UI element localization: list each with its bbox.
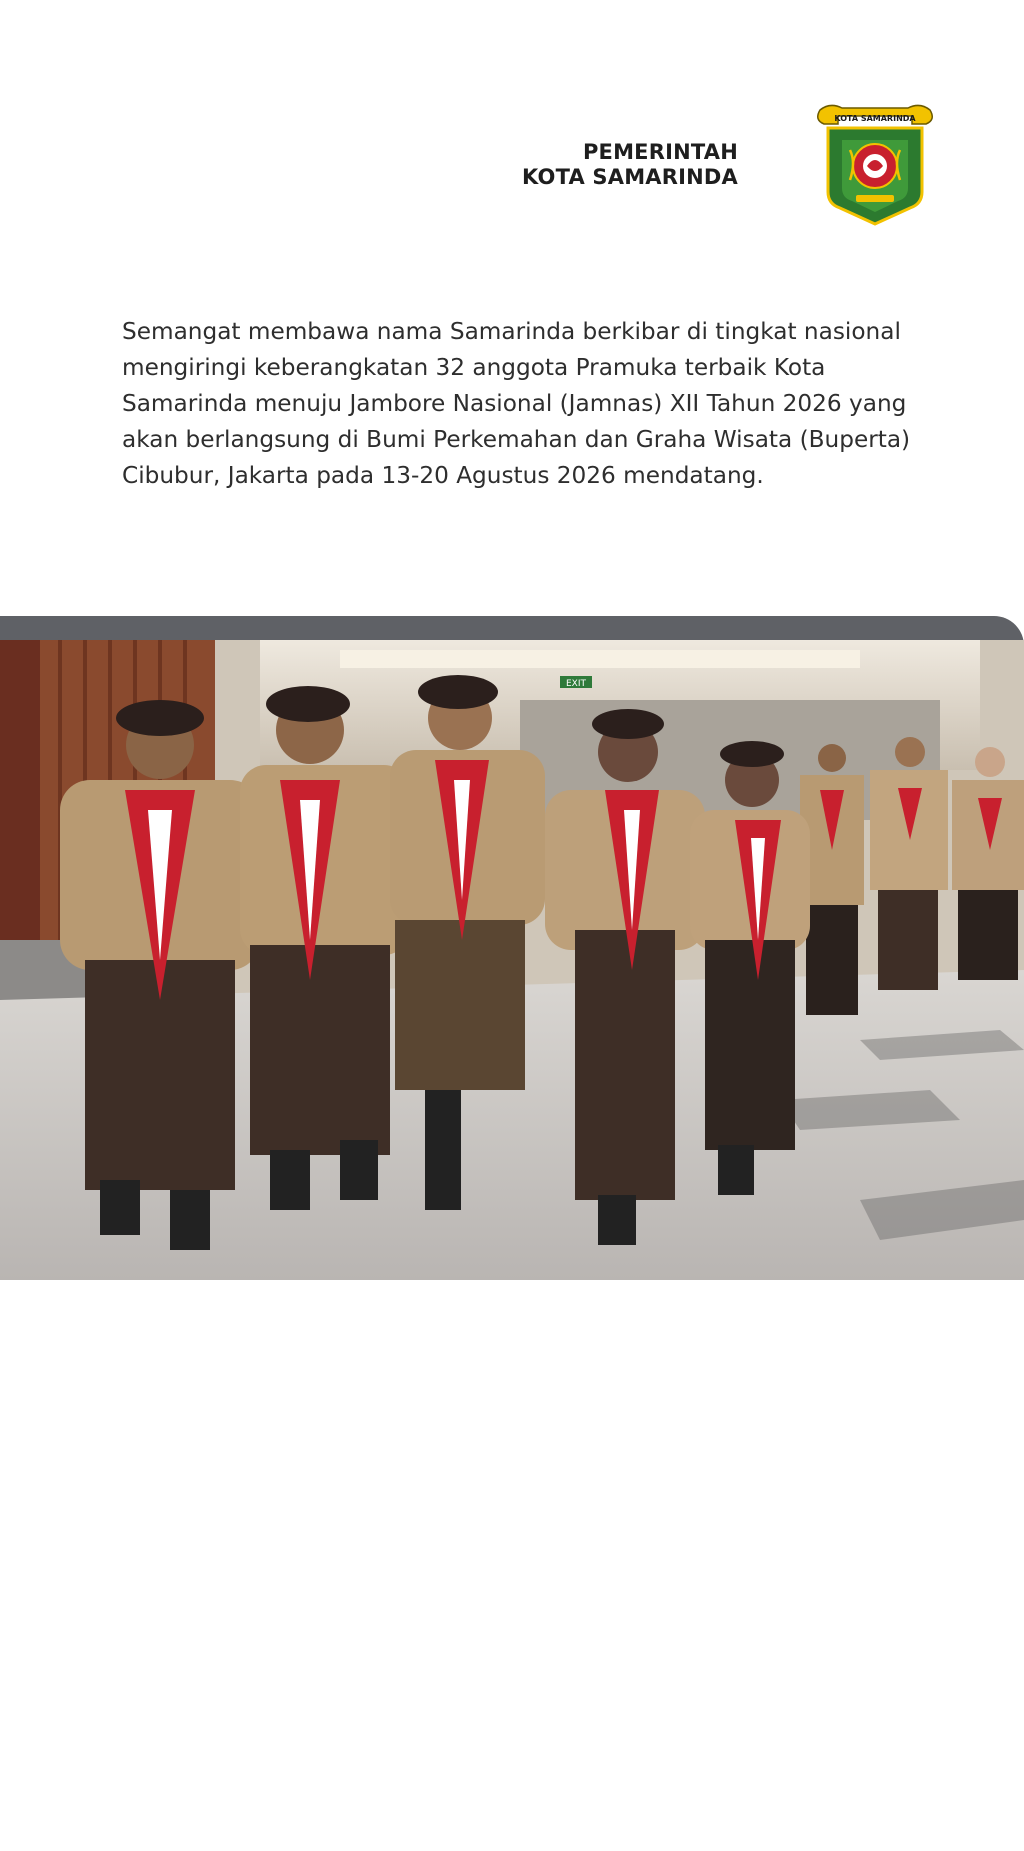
org-title (522, 140, 738, 190)
org-title-line2: KOTA SAMARINDA (521, 165, 738, 189)
url-suffix: .go.id (306, 1830, 360, 1851)
website-url (102, 1830, 359, 1851)
article-body: Semangat membawa nama Samarinda berkibar di tingkat nasional mengiringi keberangkatan 32 anggota Pramuka terbaik Kota Samarinda menuju Jambore Nasional (Jamnas) XII Tahun 2026 yang akan berlangsung di Bumi Perkemahan dan Graha Wisata (Buperta) Cibubur, Jakarta pada 13-20 Agustus 2026 mendatang. (122, 318, 911, 489)
url-domain: samarindakota (151, 1830, 307, 1851)
url-underline (368, 1842, 922, 1845)
exit-sign: EXIT (565, 679, 587, 689)
url-prefix: www. (102, 1830, 152, 1851)
org-title-line1: PEMERINTAH (582, 140, 738, 164)
photo-frame (0, 616, 1024, 1851)
scout-march-photo (0, 640, 1024, 1280)
samarinda-crest-logo (812, 100, 938, 228)
logo-text: KOTA SAMARINDA (834, 114, 916, 123)
